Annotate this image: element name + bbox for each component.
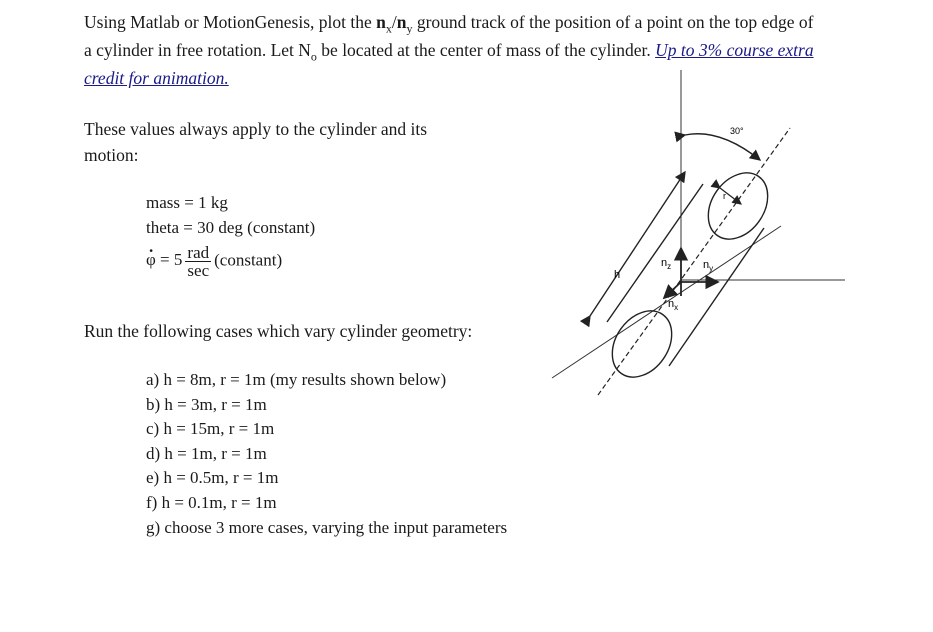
list-item: g) choose 3 more cases, varying the input parameters [146,517,508,537]
phi-rate-param [146,244,315,279]
fraction [185,244,211,279]
fraction-numerator: rad [187,243,210,262]
subscript-x: x [385,21,392,36]
cylinder-side-right [669,228,764,366]
vector-ny: n [396,12,407,32]
list-item: b) h = 3m, r = 1m [146,394,267,414]
extra-credit-link[interactable]: Up to 3% course extra credit for animation. [84,40,814,88]
mass-param: mass = 1 kg [146,193,228,212]
intro-text-2: ground track of the position of a point on the top edge of a cylinder in free rotation. Let [84,12,814,60]
cylinder-top-ellipse [696,162,780,251]
diagonal-line [552,226,781,378]
list-item: c) h = 15m, r = 1m [146,419,275,439]
angle-arc-icon [685,134,760,160]
angle-label: 30° [730,126,744,136]
list-item: f) h = 0.1m, r = 1m [146,492,277,512]
theta-param: theta = 30 deg (constant) [146,218,316,237]
ny-label: $n_y$ [703,259,714,273]
nx-label: $n_x$ [668,298,679,312]
phi-constant: (constant) [214,250,283,270]
list-item: d) h = 1m, r = 1m [146,443,267,463]
vector-nx: n [376,12,386,32]
constants-intro: These values always apply to the cylinder and its motion: [84,119,428,165]
nz-label: $n_z$ [661,257,672,271]
list-item: e) h = 0.5m, r = 1m [146,468,279,488]
subscript-o: o [310,49,317,64]
parameter-list [146,190,315,279]
height-label: h [614,269,621,281]
point-n: N [298,40,311,60]
list-item: a) h = 8m, r = 1m (my results shown below) [146,370,447,389]
cylinder-side-left [607,184,703,322]
cases-intro: Run the following cases which vary cylinder geometry: [84,321,473,341]
radius-label: r [723,191,726,201]
tilted-axis-dashed [598,128,790,395]
case-list [146,368,507,540]
phi-lhs: . φ = 5 [146,247,182,272]
intro-text-3: be located at the center of mass of the cylinder. [316,40,656,60]
intro-text: Using Matlab or MotionGenesis, plot the [84,12,377,32]
cylinder-diagram [540,60,860,400]
fraction-denominator: sec [187,261,210,280]
slash: / [391,12,397,32]
subscript-y: y [406,21,413,36]
nx-arrow [664,282,681,298]
